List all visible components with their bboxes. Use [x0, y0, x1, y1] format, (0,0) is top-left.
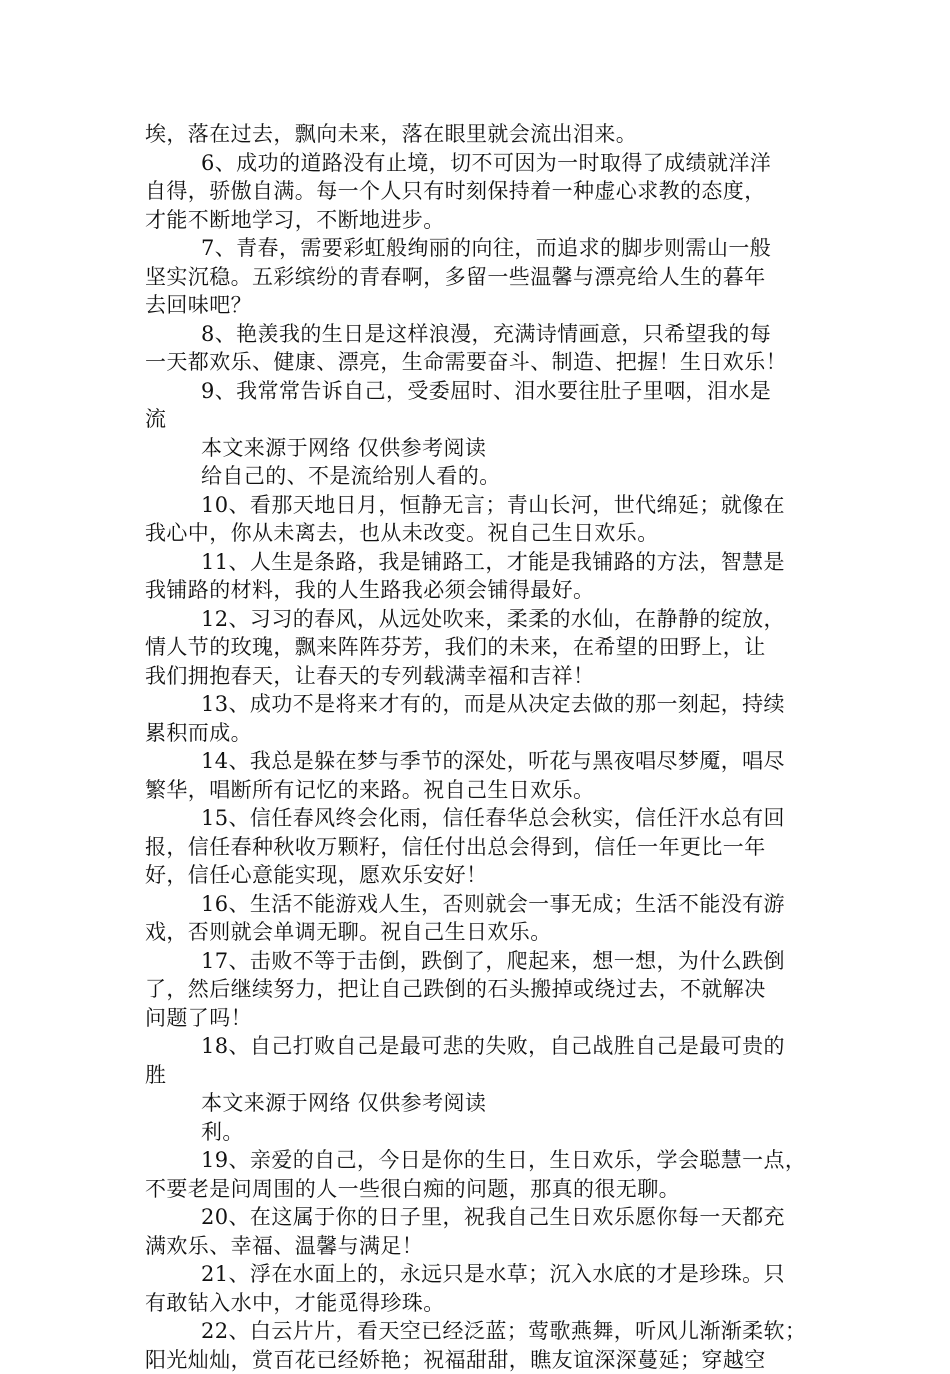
text-line: 我们拥抱春天，让春天的专列载满幸福和吉祥！ [145, 662, 815, 691]
text-line: 去回味吧？ [145, 291, 815, 320]
text-line: 问题了吗！ [145, 1004, 815, 1033]
text-line: 16、生活不能游戏人生，否则就会一事无成；生活不能没有游 [145, 890, 815, 919]
text-line: 21、浮在水面上的，永远只是水草；沉入水底的才是珍珠。只 [145, 1260, 815, 1289]
text-line: 自得，骄傲自满。每一个人只有时刻保持着一种虚心求教的态度， [145, 177, 815, 206]
text-line: 我铺路的材料，我的人生路我必须会铺得最好。 [145, 576, 815, 605]
text-line: 了，然后继续努力，把让自己跌倒的石头搬掉或绕过去，不就解决 [145, 975, 815, 1004]
text-line: 12、习习的春风，从远处吹来，柔柔的水仙，在静静的绽放， [145, 605, 815, 634]
text-line: 11、人生是条路，我是铺路工，才能是我铺路的方法，智慧是 [145, 548, 815, 577]
text-line: 利。 [145, 1118, 815, 1147]
text-line: 戏，否则就会单调无聊。祝自己生日欢乐。 [145, 918, 815, 947]
text-line: 我心中，你从未离去，也从未改变。祝自己生日欢乐。 [145, 519, 815, 548]
text-line: 9、我常常告诉自己，受委屈时、泪水要往肚子里咽，泪水是 [145, 377, 815, 406]
text-line: 本文来源于网络 仅供参考阅读 [145, 1089, 815, 1118]
text-line: 7、青春，需要彩虹般绚丽的向往，而追求的脚步则需山一般 [145, 234, 815, 263]
text-line: 有敢钻入水中，才能觅得珍珠。 [145, 1289, 815, 1318]
text-line: 17、击败不等于击倒，跌倒了，爬起来，想一想，为什么跌倒 [145, 947, 815, 976]
text-line: 不要老是问周围的人一些很白痴的问题，那真的很无聊。 [145, 1175, 815, 1204]
text-line: 10、看那天地日月，恒静无言；青山长河，世代绵延；就像在 [145, 491, 815, 520]
text-line: 给自己的、不是流给别人看的。 [145, 462, 815, 491]
text-line: 阳光灿灿，赏百花已经娇艳；祝福甜甜，瞧友谊深深蔓延；穿越空 [145, 1346, 815, 1374]
text-line: 流 [145, 405, 815, 434]
text-line: 一天都欢乐、健康、漂亮，生命需要奋斗、制造、把握！生日欢乐！ [145, 348, 815, 377]
text-line: 13、成功不是将来才有的，而是从决定去做的那一刻起，持续 [145, 690, 815, 719]
text-line: 本文来源于网络 仅供参考阅读 [145, 434, 815, 463]
text-line: 6、成功的道路没有止境，切不可因为一时取得了成绩就洋洋 [145, 149, 815, 178]
text-line: 累积而成。 [145, 719, 815, 748]
text-line: 情人节的玫瑰，飘来阵阵芬芳，我们的未来，在希望的田野上，让 [145, 633, 815, 662]
text-line: 繁华，唱断所有记忆的来路。祝自己生日欢乐。 [145, 776, 815, 805]
text-line: 满欢乐、幸福、温馨与满足！ [145, 1232, 815, 1261]
text-line: 20、在这属于你的日子里，祝我自己生日欢乐愿你每一天都充 [145, 1203, 815, 1232]
text-line: 18、自己打败自己是最可悲的失败，自己战胜自己是最可贵的 [145, 1032, 815, 1061]
text-line: 报，信任春种秋收万颗籽，信任付出总会得到，信任一年更比一年 [145, 833, 815, 862]
text-line: 15、信任春风终会化雨，信任春华总会秋实，信任汗水总有回 [145, 804, 815, 833]
text-line: 胜 [145, 1061, 815, 1090]
document-body [145, 120, 815, 1374]
text-line: 才能不断地学习，不断地进步。 [145, 206, 815, 235]
text-line: 14、我总是躲在梦与季节的深处，听花与黑夜唱尽梦魇，唱尽 [145, 747, 815, 776]
text-line: 坚实沉稳。五彩缤纷的青春啊，多留一些温馨与漂亮给人生的暮年 [145, 263, 815, 292]
text-line: 埃，落在过去，飘向未来，落在眼里就会流出泪来。 [145, 120, 815, 149]
text-line: 22、白云片片，看天空已经泛蓝；莺歌燕舞，听风儿渐渐柔软； [145, 1317, 815, 1346]
text-line: 19、亲爱的自己，今日是你的生日，生日欢乐，学会聪慧一点， [145, 1146, 815, 1175]
text-line: 好，信任心意能实现，愿欢乐安好！ [145, 861, 815, 890]
text-line: 8、艳羡我的生日是这样浪漫，充满诗情画意，只希望我的每 [145, 320, 815, 349]
